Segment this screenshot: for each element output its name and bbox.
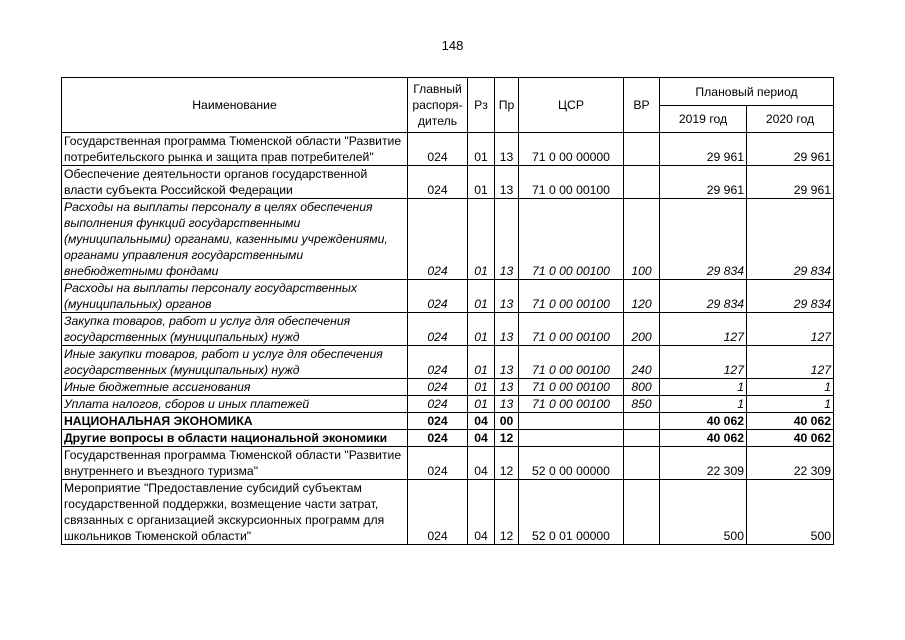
cell-pr: 13 [495, 166, 519, 199]
cell-csr: 71 0 00 00100 [519, 280, 624, 313]
cell-2020: 1 [747, 379, 834, 396]
table-row [62, 166, 834, 199]
cell-2020: 500 [747, 480, 834, 545]
page-number: 148 [441, 38, 464, 53]
cell-pr: 12 [495, 447, 519, 480]
cell-rz: 04 [468, 430, 495, 447]
cell-manager: 024 [408, 133, 468, 166]
cell-vr [624, 166, 660, 199]
cell-vr: 240 [624, 346, 660, 379]
table-row [62, 280, 834, 313]
cell-csr: 71 0 00 00100 [519, 396, 624, 413]
cell-vr [624, 133, 660, 166]
cell-2019: 29 961 [660, 133, 747, 166]
cell-csr: 71 0 00 00100 [519, 166, 624, 199]
cell-manager: 024 [408, 313, 468, 346]
cell-vr [624, 480, 660, 545]
cell-2020: 29 961 [747, 166, 834, 199]
table-row [62, 430, 834, 447]
cell-manager: 024 [408, 413, 468, 430]
table-row [62, 413, 834, 430]
cell-pr: 13 [495, 280, 519, 313]
budget-table [61, 77, 834, 545]
cell-name: Расходы на выплаты персоналу в целях обеспечения выполнения функций государственными (муниципальными) органами, казенными учреждениями, органами управления государственными внебюджетными фондами [62, 199, 408, 280]
cell-csr [519, 413, 624, 430]
cell-name: Иные бюджетные ассигнования [62, 379, 408, 396]
cell-csr: 71 0 00 00100 [519, 379, 624, 396]
cell-manager: 024 [408, 480, 468, 545]
table-row [62, 313, 834, 346]
cell-manager: 024 [408, 447, 468, 480]
cell-name: Мероприятие "Предоставление субсидий субъектам государственной поддержки, возмещение части затрат, связанных с организацией экскурсионных программ для школьников Тюменской области" [62, 480, 408, 545]
cell-rz: 01 [468, 379, 495, 396]
cell-vr [624, 447, 660, 480]
table-row [62, 396, 834, 413]
cell-pr: 13 [495, 133, 519, 166]
cell-name: Обеспечение деятельности органов государственной власти субъекта Российской Федерации [62, 166, 408, 199]
cell-name: Уплата налогов, сборов и иных платежей [62, 396, 408, 413]
cell-csr: 71 0 00 00100 [519, 313, 624, 346]
table-row [62, 379, 834, 396]
cell-rz: 04 [468, 447, 495, 480]
cell-vr: 200 [624, 313, 660, 346]
cell-2020: 1 [747, 396, 834, 413]
cell-pr: 12 [495, 430, 519, 447]
cell-csr: 52 0 01 00000 [519, 480, 624, 545]
cell-2020: 29 834 [747, 280, 834, 313]
cell-csr: 52 0 00 00000 [519, 447, 624, 480]
cell-name: Другие вопросы в области национальной экономики [62, 430, 408, 447]
cell-2019: 1 [660, 379, 747, 396]
cell-rz: 01 [468, 280, 495, 313]
cell-vr: 100 [624, 199, 660, 280]
cell-2019: 127 [660, 346, 747, 379]
cell-manager: 024 [408, 379, 468, 396]
cell-2020: 29 961 [747, 133, 834, 166]
cell-name: Закупка товаров, работ и услуг для обеспечения государственных (муниципальных) нужд [62, 313, 408, 346]
cell-manager: 024 [408, 199, 468, 280]
cell-vr [624, 430, 660, 447]
cell-manager: 024 [408, 346, 468, 379]
header-vr: ВР [624, 78, 660, 133]
header-plan-period: Плановый период [660, 78, 834, 106]
header-rz: Рз [468, 78, 495, 133]
cell-rz: 04 [468, 413, 495, 430]
cell-2019: 22 309 [660, 447, 747, 480]
header-manager: Главный распоря-дитель [408, 78, 468, 133]
cell-vr [624, 413, 660, 430]
cell-rz: 04 [468, 480, 495, 545]
cell-2020: 127 [747, 346, 834, 379]
cell-vr: 800 [624, 379, 660, 396]
header-year-2020: 2020 год [747, 106, 834, 133]
cell-pr: 13 [495, 313, 519, 346]
cell-pr: 13 [495, 346, 519, 379]
cell-csr: 71 0 00 00100 [519, 199, 624, 280]
table-row [62, 133, 834, 166]
cell-2020: 29 834 [747, 199, 834, 280]
header-pr: Пр [495, 78, 519, 133]
cell-name: НАЦИОНАЛЬНАЯ ЭКОНОМИКА [62, 413, 408, 430]
cell-name: Государственная программа Тюменской области "Развитие потребительского рынка и защита прав потребителей" [62, 133, 408, 166]
cell-rz: 01 [468, 133, 495, 166]
cell-2019: 29 834 [660, 280, 747, 313]
cell-2020: 40 062 [747, 430, 834, 447]
cell-name: Расходы на выплаты персоналу государственных (муниципальных) органов [62, 280, 408, 313]
cell-manager: 024 [408, 396, 468, 413]
cell-2019: 1 [660, 396, 747, 413]
cell-pr: 00 [495, 413, 519, 430]
cell-2019: 40 062 [660, 413, 747, 430]
cell-rz: 01 [468, 346, 495, 379]
cell-csr: 71 0 00 00000 [519, 133, 624, 166]
cell-rz: 01 [468, 166, 495, 199]
header-name: Наименование [62, 78, 408, 133]
cell-2019: 40 062 [660, 430, 747, 447]
cell-2019: 500 [660, 480, 747, 545]
cell-csr [519, 430, 624, 447]
cell-2020: 127 [747, 313, 834, 346]
cell-2019: 29 961 [660, 166, 747, 199]
cell-pr: 12 [495, 480, 519, 545]
cell-manager: 024 [408, 430, 468, 447]
cell-rz: 01 [468, 313, 495, 346]
cell-csr: 71 0 00 00100 [519, 346, 624, 379]
table-row [62, 346, 834, 379]
cell-rz: 01 [468, 199, 495, 280]
table-row [62, 447, 834, 480]
table-row [62, 480, 834, 545]
cell-vr: 120 [624, 280, 660, 313]
cell-2020: 22 309 [747, 447, 834, 480]
table-row [62, 199, 834, 280]
cell-name: Государственная программа Тюменской области "Развитие внутреннего и въездного туризма" [62, 447, 408, 480]
cell-pr: 13 [495, 199, 519, 280]
cell-name: Иные закупки товаров, работ и услуг для обеспечения государственных (муниципальных) нужд [62, 346, 408, 379]
cell-pr: 13 [495, 379, 519, 396]
cell-vr: 850 [624, 396, 660, 413]
cell-manager: 024 [408, 166, 468, 199]
cell-manager: 024 [408, 280, 468, 313]
cell-2020: 40 062 [747, 413, 834, 430]
cell-pr: 13 [495, 396, 519, 413]
cell-2019: 29 834 [660, 199, 747, 280]
table-body [62, 133, 834, 545]
header-csr: ЦСР [519, 78, 624, 133]
cell-2019: 127 [660, 313, 747, 346]
cell-rz: 01 [468, 396, 495, 413]
header-year-2019: 2019 год [660, 106, 747, 133]
